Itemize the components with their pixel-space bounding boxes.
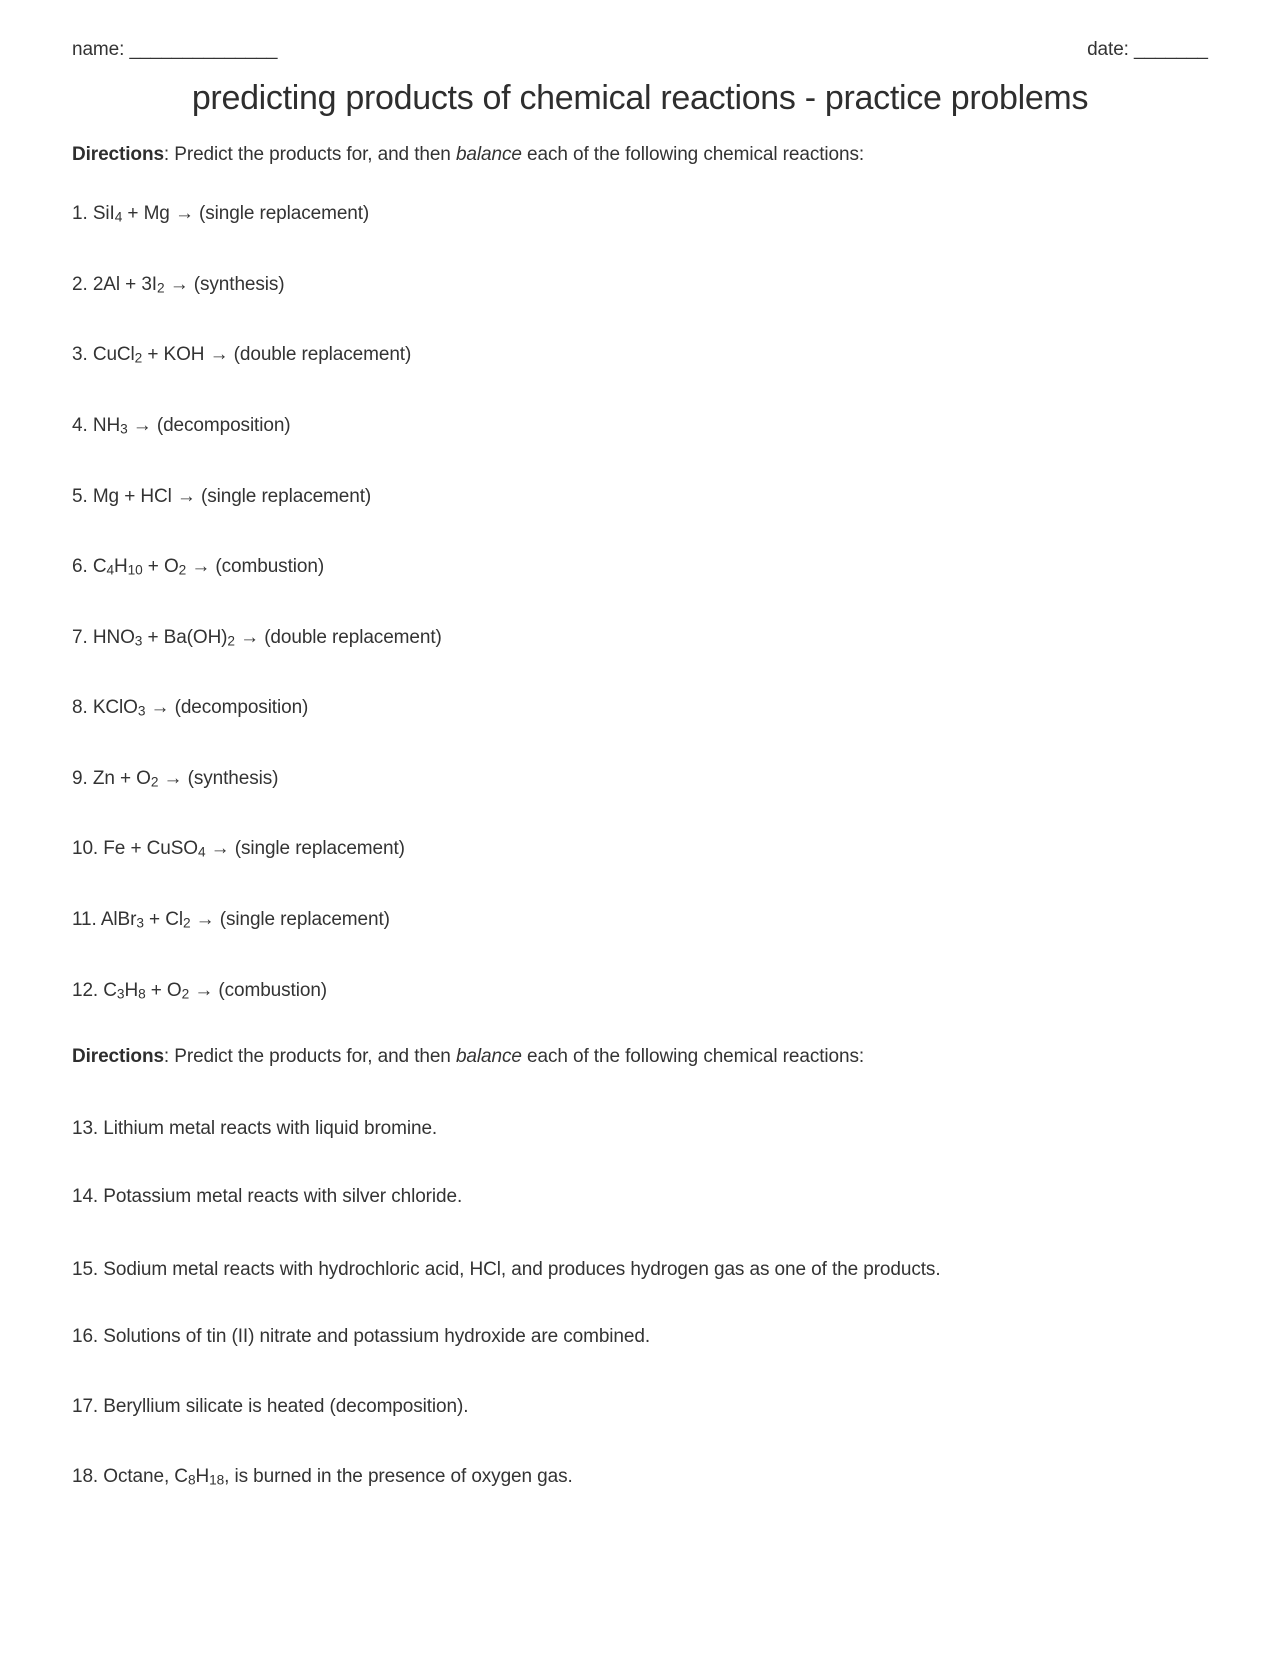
directions-2-italic-word: balance bbox=[455, 1046, 522, 1067]
directions-1-text-pre: : Predict the products for, and then bbox=[163, 144, 456, 165]
problem-10 bbox=[72, 837, 1208, 861]
problem-8 bbox=[72, 696, 1208, 720]
date-blank-line: _______ bbox=[1134, 39, 1208, 60]
problem-3 bbox=[72, 343, 1208, 367]
problem-6-text: 6. $C_4H_{10} + O_2$ → (combustion) bbox=[72, 556, 325, 578]
directions-2-text-pre: : Predict the products for, and then bbox=[163, 1046, 456, 1067]
directions-1-label: Directions bbox=[72, 144, 164, 165]
page-title: predicting products of chemical reactions - practice problems bbox=[191, 79, 1089, 117]
problem-13 bbox=[72, 1117, 1208, 1141]
problem-1-text: 1. SiI$_4$ + Mg → (single replacement) bbox=[72, 203, 370, 225]
problem-17-text: 17. Beryllium silicate is heated (decomposition). bbox=[72, 1396, 469, 1417]
problem-11 bbox=[72, 908, 1208, 932]
problem-5 bbox=[72, 485, 1208, 509]
directions-1-text-post: each of the following chemical reactions: bbox=[521, 144, 865, 165]
problem-2-text: 2. $2Al + 3I_2$ → (synthesis) bbox=[72, 274, 285, 296]
problem-10-text: 10. Fe + CuSO$_4$ → (single replacement) bbox=[72, 838, 405, 860]
problem-18 bbox=[72, 1465, 1208, 1489]
date-label: date: bbox=[1087, 39, 1129, 60]
problem-14 bbox=[72, 1185, 1208, 1209]
problem-9 bbox=[72, 767, 1208, 791]
problem-12 bbox=[72, 979, 1208, 1003]
problem-4-text: 4. $NH_3$ → (decomposition) bbox=[72, 415, 291, 437]
problem-18-text: 18. Octane, $C_8H_{18}$, is burned in the presence of oxygen gas. bbox=[72, 1466, 573, 1488]
problem-7-text: 7. $HNO_3 + Ba(OH)_2$ → (double replacement) bbox=[72, 627, 442, 649]
problem-4 bbox=[72, 414, 1208, 438]
problem-15-text: 15. Sodium metal reacts with hydrochloric acid, HCl, and produces hydrogen gas as one of the products. bbox=[72, 1259, 941, 1280]
directions-1-italic-word: balance bbox=[455, 144, 522, 165]
date-field bbox=[1087, 38, 1208, 62]
directions-2-label: Directions bbox=[72, 1046, 164, 1067]
problem-8-text: 8. KClO$_3$ → (decomposition) bbox=[72, 697, 309, 719]
directions-2 bbox=[72, 1045, 1208, 1069]
problem-1 bbox=[72, 202, 1208, 226]
name-blank-line: ______________ bbox=[129, 39, 278, 60]
problem-5-text: 5. Mg + HCl → (single replacement) bbox=[72, 486, 372, 507]
problem-7 bbox=[72, 626, 1208, 650]
problem-2 bbox=[72, 273, 1208, 297]
directions-1 bbox=[72, 143, 1208, 167]
name-field bbox=[72, 38, 277, 62]
problem-13-text: 13. Lithium metal reacts with liquid bromine. bbox=[72, 1118, 438, 1139]
problem-12-text: 12. $C_3H_8 + O_2$ → (combustion) bbox=[72, 980, 328, 1002]
problem-3-text: 3. CuCl$_2$ + KOH → (double replacement) bbox=[72, 344, 412, 366]
problem-16 bbox=[72, 1325, 1208, 1349]
problem-6 bbox=[72, 555, 1208, 579]
header-row bbox=[72, 38, 1208, 62]
problem-11-text: 11. AlBr$_3$ + $Cl_2$ → (single replacement) bbox=[72, 909, 390, 931]
problem-15 bbox=[72, 1258, 1208, 1282]
problem-9-text: 9. $Zn + O_2$ → (synthesis) bbox=[72, 768, 279, 790]
name-label: name: bbox=[72, 39, 125, 60]
directions-2-text-post: each of the following chemical reactions: bbox=[521, 1046, 865, 1067]
problem-14-text: 14. Potassium metal reacts with silver chloride. bbox=[72, 1186, 463, 1207]
problem-16-text: 16. Solutions of tin (II) nitrate and potassium hydroxide are combined. bbox=[72, 1326, 650, 1347]
problem-17 bbox=[72, 1395, 1208, 1419]
